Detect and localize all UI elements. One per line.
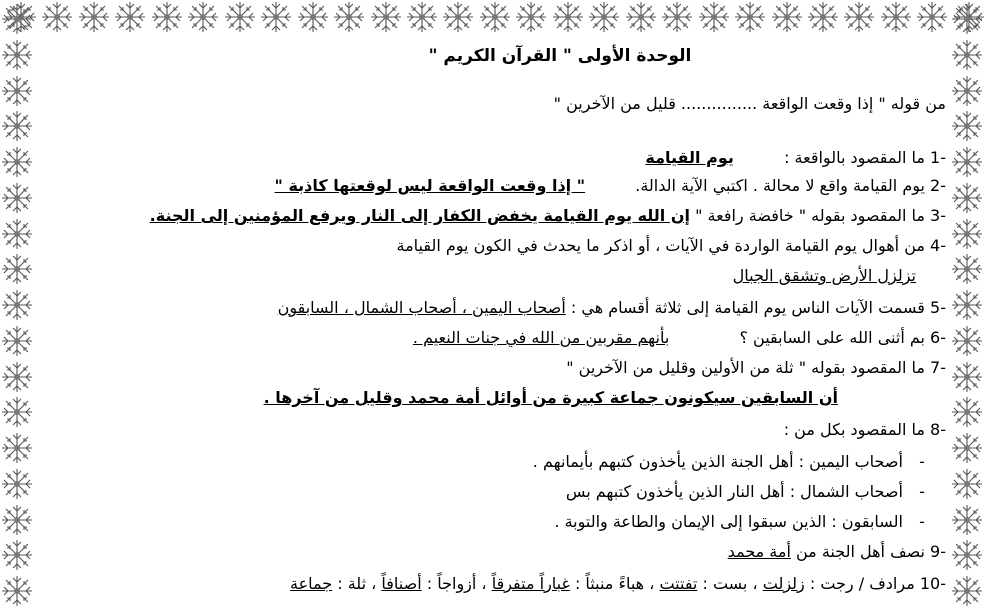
intro-line: من قوله " إذا وقعت الواقعة ............... قليل من الآخرين " xyxy=(553,94,946,113)
snowflake-ornament-icon xyxy=(587,0,621,34)
snowflake-ornament-icon xyxy=(915,0,949,34)
question-text: ما المقصود بالواقعة : xyxy=(784,148,925,167)
snowflake-ornament-icon xyxy=(0,145,34,179)
snowflake-ornament-icon xyxy=(186,0,220,34)
synonym-answer: جماعة xyxy=(290,574,333,593)
snowflake-ornament-icon xyxy=(77,0,111,34)
snowflake-ornament-icon xyxy=(624,0,658,34)
snowflake-ornament-icon xyxy=(950,217,984,251)
bullet-dash: - xyxy=(919,452,925,471)
snowflake-ornament-icon xyxy=(806,0,840,34)
snowflake-ornament-icon xyxy=(0,2,34,36)
question-4 xyxy=(44,236,946,255)
snowflake-ornament-icon xyxy=(259,0,293,34)
synonym-term: ، أزواجاً : xyxy=(426,574,487,593)
sub-item-left-hand xyxy=(44,482,936,501)
question-text: ما المقصود بكل من : xyxy=(783,420,925,439)
snowflake-ornament-icon xyxy=(150,0,184,34)
page-title: الوحدة الأولى " القرآن الكريم " xyxy=(428,46,692,66)
sub-item-right-hand xyxy=(44,452,936,471)
question-number: 7- xyxy=(930,358,946,377)
question-number: 6- xyxy=(930,328,946,347)
synonym-answer: غباراً متفرقاً xyxy=(491,574,570,593)
snowflake-ornament-icon xyxy=(113,0,147,34)
snowflake-ornament-icon xyxy=(950,252,984,286)
question-number: 3- xyxy=(930,206,946,225)
question-text: ما المقصود بقوله " ثلة من الأولين وقليل من الآخرين " xyxy=(566,358,925,377)
question-text: مرادف / رجت : xyxy=(809,574,915,593)
answer-text: يوم القيامة xyxy=(645,148,734,167)
snowflake-ornament-icon xyxy=(950,431,984,465)
question-number: 4- xyxy=(930,236,946,255)
answer-text: إن الله يوم القيامة يخفض الكفار إلى النار ويرفع المؤمنين إلى الجنة. xyxy=(149,206,690,225)
snowflake-ornament-icon xyxy=(332,0,366,34)
snowflake-ornament-icon xyxy=(0,74,34,108)
sub-item-term: أصحاب الشمال : xyxy=(789,482,903,501)
snowflake-ornament-icon xyxy=(950,2,984,36)
snowflake-ornament-icon xyxy=(0,431,34,465)
page-border-right xyxy=(950,0,990,610)
answer-text: " إذا وقعت الواقعة ليس لوقعتها كاذبة " xyxy=(274,176,586,195)
answer-text: تزلزل الأرض وتشقق الجبال xyxy=(732,266,916,285)
question-5 xyxy=(44,298,946,317)
snowflake-ornament-icon xyxy=(0,217,34,251)
question-number: 2- xyxy=(930,176,946,195)
snowflake-ornament-icon xyxy=(950,109,984,143)
question-number: 5- xyxy=(930,298,946,317)
question-text: نصف أهل الجنة من xyxy=(796,542,925,561)
snowflake-ornament-icon xyxy=(950,395,984,429)
snowflake-ornament-icon xyxy=(950,503,984,537)
snowflake-ornament-icon xyxy=(441,0,475,34)
snowflake-ornament-icon xyxy=(950,288,984,322)
answer-4 xyxy=(44,266,916,285)
question-text: بم أثنى الله على السابقين ؟ xyxy=(739,328,925,347)
question-text: ما المقصود بقوله " خافضة رافعة " xyxy=(695,206,925,225)
snowflake-ornament-icon xyxy=(478,0,512,34)
sub-item-foremost xyxy=(44,512,936,531)
sub-item-term: السابقون : xyxy=(831,512,903,531)
answer-text: أمة محمد xyxy=(727,542,791,561)
sub-item-term: أصحاب اليمين : xyxy=(798,452,903,471)
page-border-left xyxy=(0,0,40,610)
snowflake-ornament-icon xyxy=(950,467,984,501)
snowflake-ornament-icon xyxy=(950,324,984,358)
synonym-term: ، بست : xyxy=(702,574,758,593)
snowflake-ornament-icon xyxy=(0,538,34,572)
question-text: قسمت الآيات الناس يوم القيامة إلى ثلاثة أقسام هي : xyxy=(570,298,925,317)
snowflake-ornament-icon xyxy=(660,0,694,34)
snowflake-ornament-icon xyxy=(950,145,984,179)
snowflake-ornament-icon xyxy=(369,0,403,34)
snowflake-ornament-icon xyxy=(950,181,984,215)
sub-item-definition: أهل النار الذين يأخذون كتبهم بس xyxy=(565,482,785,501)
answer-7 xyxy=(44,388,838,407)
answer-text: بأنهم مقربين من الله في جنات النعيم . xyxy=(412,328,670,347)
answer-text: أصحاب اليمين ، أصحاب الشمال ، السابقون xyxy=(277,298,566,317)
synonym-term: ، ثلة : xyxy=(337,574,377,593)
snowflake-ornament-icon xyxy=(0,252,34,286)
synonym-answer: زلزلت xyxy=(762,574,805,593)
sub-item-definition: أهل الجنة الذين يأخذون كتبهم بأيمانهم . xyxy=(532,452,794,471)
snowflake-ornament-icon xyxy=(950,574,984,608)
snowflake-ornament-icon xyxy=(842,0,876,34)
question-text: يوم القيامة واقع لا محالة . اكتبي الآية الدالة. xyxy=(635,176,925,195)
snowflake-ornament-icon xyxy=(770,0,804,34)
question-8 xyxy=(44,420,946,439)
question-1 xyxy=(44,148,946,167)
snowflake-ornament-icon xyxy=(0,109,34,143)
answer-text: أن السابقين سيكونون جماعة كبيرة من أوائل أمة محمد وقليل من آخرها . xyxy=(263,388,838,407)
snowflake-ornament-icon xyxy=(0,360,34,394)
question-number: 9- xyxy=(930,542,946,561)
question-6 xyxy=(44,328,946,347)
snowflake-ornament-icon xyxy=(0,181,34,215)
question-9 xyxy=(44,542,946,561)
snowflake-ornament-icon xyxy=(0,395,34,429)
snowflake-ornament-icon xyxy=(40,0,74,34)
question-3 xyxy=(44,206,946,225)
question-number: 1- xyxy=(930,148,946,167)
snowflake-ornament-icon xyxy=(950,538,984,572)
snowflake-ornament-icon xyxy=(950,360,984,394)
bullet-dash: - xyxy=(919,482,925,501)
snowflake-ornament-icon xyxy=(733,0,767,34)
snowflake-ornament-icon xyxy=(551,0,585,34)
snowflake-ornament-icon xyxy=(950,38,984,72)
question-2 xyxy=(44,176,946,195)
snowflake-ornament-icon xyxy=(0,503,34,537)
snowflake-ornament-icon xyxy=(0,38,34,72)
question-7 xyxy=(44,358,946,377)
question-number: 8- xyxy=(930,420,946,439)
snowflake-ornament-icon xyxy=(697,0,731,34)
synonym-answer: تفتتت xyxy=(659,574,698,593)
page-border-top xyxy=(0,0,990,40)
snowflake-ornament-icon xyxy=(405,0,439,34)
snowflake-ornament-icon xyxy=(296,0,330,34)
snowflake-ornament-icon xyxy=(0,574,34,608)
snowflake-ornament-icon xyxy=(950,74,984,108)
synonym-term: ، هباءً منبثاً : xyxy=(574,574,655,593)
snowflake-ornament-icon xyxy=(223,0,257,34)
question-number: 10- xyxy=(919,574,946,593)
snowflake-ornament-icon xyxy=(879,0,913,34)
bullet-dash: - xyxy=(919,512,925,531)
snowflake-ornament-icon xyxy=(0,467,34,501)
snowflake-ornament-icon xyxy=(0,288,34,322)
sub-item-definition: الذين سبقوا إلى الإيمان والطاعة والتوبة . xyxy=(554,512,827,531)
question-10 xyxy=(44,574,946,593)
worksheet-body xyxy=(44,36,946,610)
snowflake-ornament-icon xyxy=(0,324,34,358)
question-text: من أهوال يوم القيامة الواردة في الآيات ، أو اذكر ما يحدث في الكون يوم القيامة xyxy=(396,236,925,255)
snowflake-ornament-icon xyxy=(514,0,548,34)
synonym-answer: أصنافاً xyxy=(381,574,422,593)
